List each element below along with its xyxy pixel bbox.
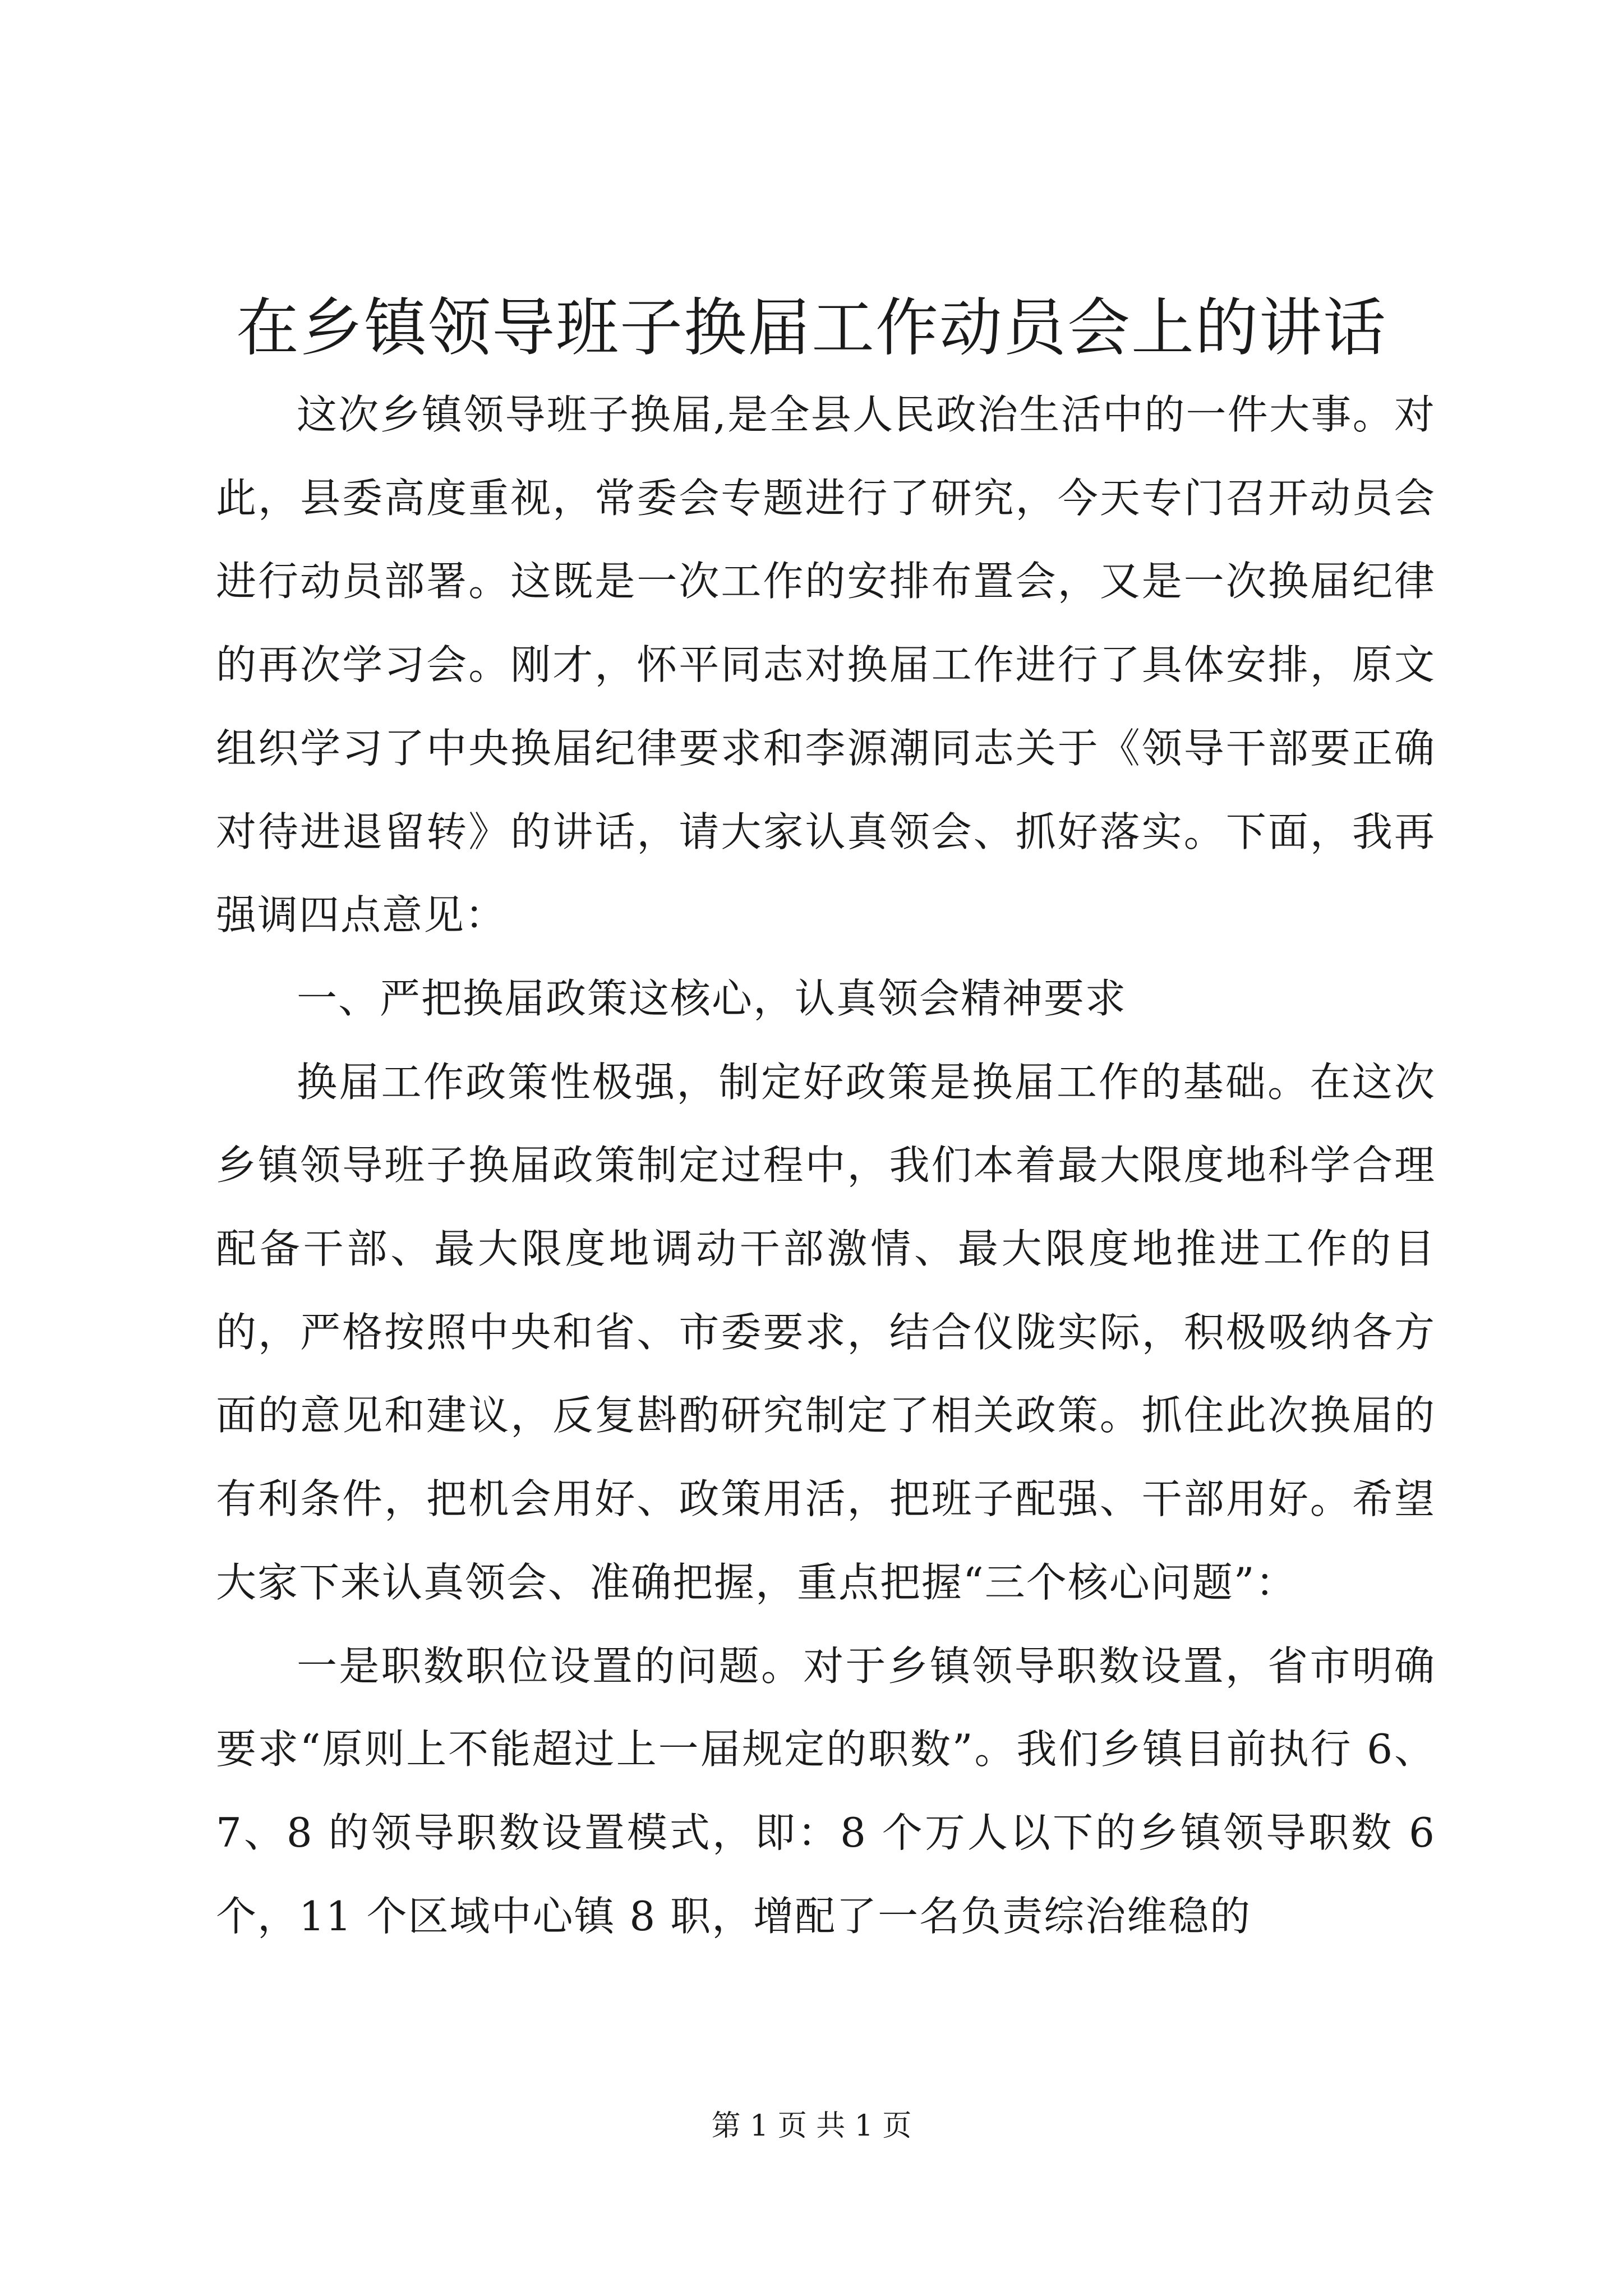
paragraph-policy: 换届工作政策性极强，制定好政策是换届工作的基础。在这次乡镇领导班子换届政策制定过程中，我们本着最大限度地科学合理配备干部、最大限度地调动干部激情、最大限度地推进工作的目的，严格按照中央和省、市委要求，结合仪陇实际，积极吸纳各方面的意见和建议，反复斟酌研究制定了相关政策。抓住此次换届的有利条件，把机会用好、政策用活，把班子配强、干部用好。希望大家下来认真领会、准确把握，重点把握“三个核心问题”：	[216, 1058, 1436, 1606]
paragraph-positions: 一是职数职位设置的问题。对于乡镇领导职数设置，省市明确要求“原则上不能超过上一届规定的职数”。我们乡镇目前执行 6、7、8 的领导职数设置模式，即：8 个万人以下的乡镇领导职数 6 个，11 个区域中心镇 8 职，增配了一名负责综治维稳的	[216, 1642, 1436, 1940]
document-body	[216, 373, 1436, 1958]
section-heading-1: 一、严把换届政策这核心，认真领会精神要求	[297, 974, 1127, 1022]
document-title: 在乡镇领导班子换届工作动员会上的讲话	[236, 292, 1387, 365]
page-number-footer: 第 1 页 共 1 页	[711, 2109, 912, 2143]
paragraph-intro: 这次乡镇领导班子换届,是全县人民政治生活中的一件大事。对此，县委高度重视，常委会专题进行了研究，今天专门召开动员会进行动员部署。这既是一次工作的安排布置会，又是一次换届纪律的再次学习会。刚才，怀平同志对换届工作进行了具体安排，原文组织学习了中央换届纪律要求和李源潮同志关于《领导干部要正确对待进退留转》的讲话，请大家认真领会、抓好落实。下面，我再强调四点意见：	[216, 391, 1436, 939]
